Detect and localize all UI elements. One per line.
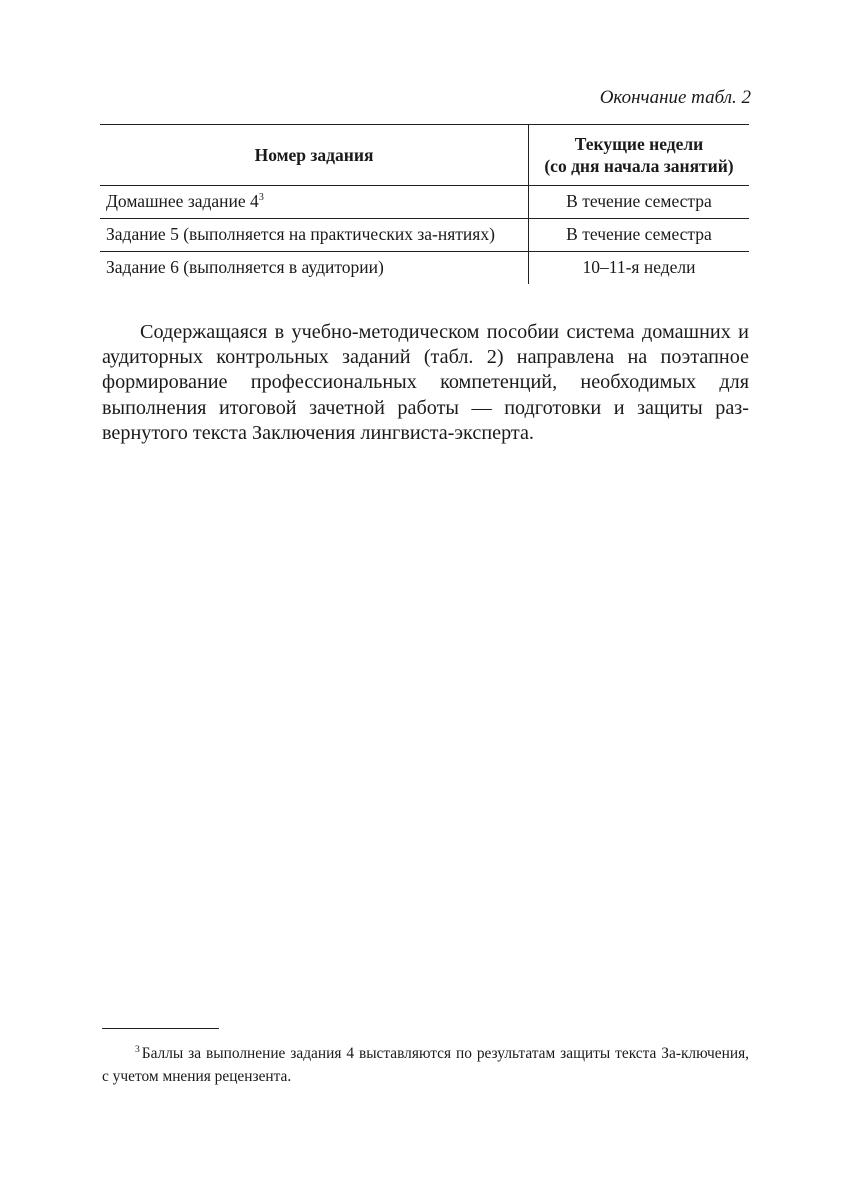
- weeks-cell: 10–11-я недели: [582, 257, 696, 277]
- weeks-cell: В течение семестра: [529, 186, 750, 219]
- table-header-row: [100, 125, 749, 186]
- header-current-weeks: [529, 125, 750, 186]
- table-row: [100, 252, 749, 285]
- table-row: [100, 219, 749, 252]
- body-paragraph: Содержащаяся в учебно-методическом пособии система домашних и аудиторных контрольных заданий (табл. 2) направлена на поэтапное формирование профессиональных компетенций, необходимых для выполнения итоговой зачетной работы — подготовки и защиты раз-вернутого текста Заключения лингвиста-эксперта.: [102, 321, 749, 444]
- task-label: Домашнее задание 4: [106, 191, 259, 211]
- table-row: [100, 186, 749, 219]
- footnote: [102, 1042, 749, 1088]
- task-cell: Задание 5 (выполняется на практических за-нятиях): [100, 219, 529, 252]
- footnote-mark: 3: [258, 192, 264, 203]
- footnote-divider: [102, 1028, 219, 1029]
- header-task-number: Номер задания: [100, 125, 529, 186]
- footnote-number: 3: [135, 1045, 140, 1055]
- task-cell: Задание 6 (выполняется в аудитории): [100, 252, 529, 285]
- table-caption: Окончание табл. 2: [599, 87, 751, 108]
- weeks-cell: В течение семестра: [529, 219, 750, 252]
- footnote-text: Баллы за выполнение задания 4 выставляются по результатам защиты текста За-ключения, с учетом мнения рецензента.: [102, 1045, 749, 1085]
- tasks-table: [100, 124, 749, 284]
- header-weeks-line1: Текущие недели: [574, 134, 704, 154]
- header-weeks-line2: (со дня начала занятий): [544, 156, 734, 176]
- task-cell: [100, 186, 529, 219]
